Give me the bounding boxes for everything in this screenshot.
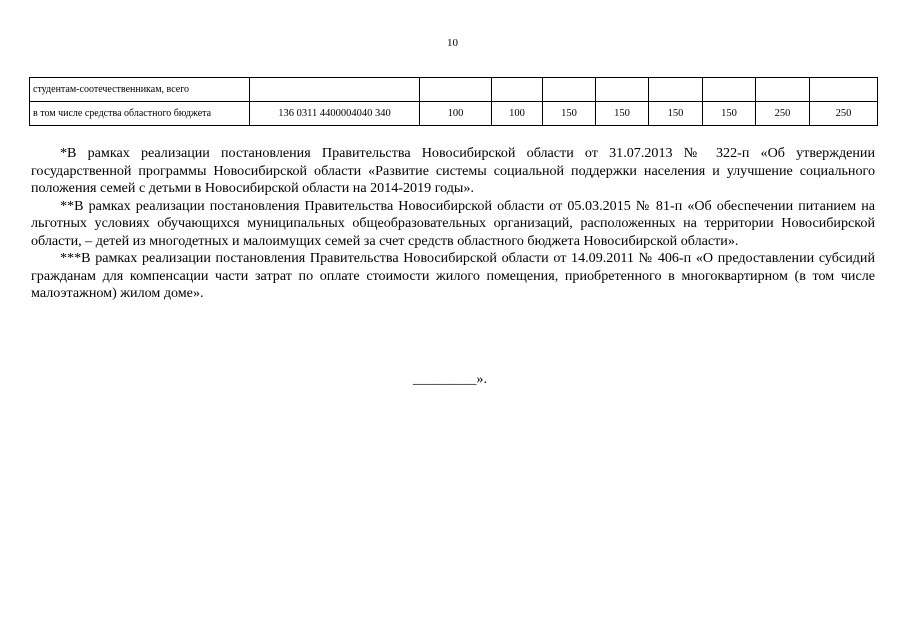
table-row [30, 102, 878, 126]
row-label: студентам-соотечественникам, всего [30, 78, 250, 102]
value-cell: 250 [756, 102, 810, 126]
row-label: в том числе средства областного бюджета [30, 102, 250, 126]
budget-code-cell [250, 78, 420, 102]
value-cell [596, 78, 649, 102]
value-cell [420, 78, 492, 102]
footnote: *В рамках реализации постановления Правительства Новосибирской области от 31.07.2013 № 322-п «Об утверждении государственной программы Новосибирской области «Развитие системы социальной поддержки населения и улучшение социального положения семей с детьми в Новосибирской области на 2014-2019 годы». [31, 145, 875, 196]
budget-table [29, 77, 878, 126]
footnote: ***В рамках реализации постановления Правительства Новосибирской области от 14.09.2011 № 406-п «О предоставлении субсидий гражданам для компенсации части затрат по оплате стоимости жилого помещения, приобретенного в многоквартирном (в том числе малоэтажном) жилом доме». [31, 250, 875, 301]
value-cell: 100 [420, 102, 492, 126]
footnotes [31, 145, 875, 303]
value-cell: 250 [810, 102, 878, 126]
closing-mark: _________». [413, 371, 487, 387]
footnote: **В рамках реализации постановления Правительства Новосибирской области от 05.03.2015 № 81-п «Об обеспечении питанием на льготных условиях обучающихся муниципальных общеобразовательных организаций, расположенных на территории Новосибирской области, – детей из многодетных и малоимущих семей за счет средств областного бюджета Новосибирской области». [31, 197, 875, 249]
value-cell [492, 78, 543, 102]
page-number: 10 [447, 37, 458, 49]
value-cell [756, 78, 810, 102]
value-cell: 150 [703, 102, 756, 126]
value-cell [703, 78, 756, 102]
budget-code-cell: 136 0311 4400004040 340 [250, 102, 420, 126]
value-cell: 100 [492, 102, 543, 126]
value-cell: 150 [649, 102, 703, 126]
value-cell [810, 78, 878, 102]
table-row [30, 78, 878, 102]
value-cell: 150 [543, 102, 596, 126]
value-cell [543, 78, 596, 102]
value-cell [649, 78, 703, 102]
value-cell: 150 [596, 102, 649, 126]
